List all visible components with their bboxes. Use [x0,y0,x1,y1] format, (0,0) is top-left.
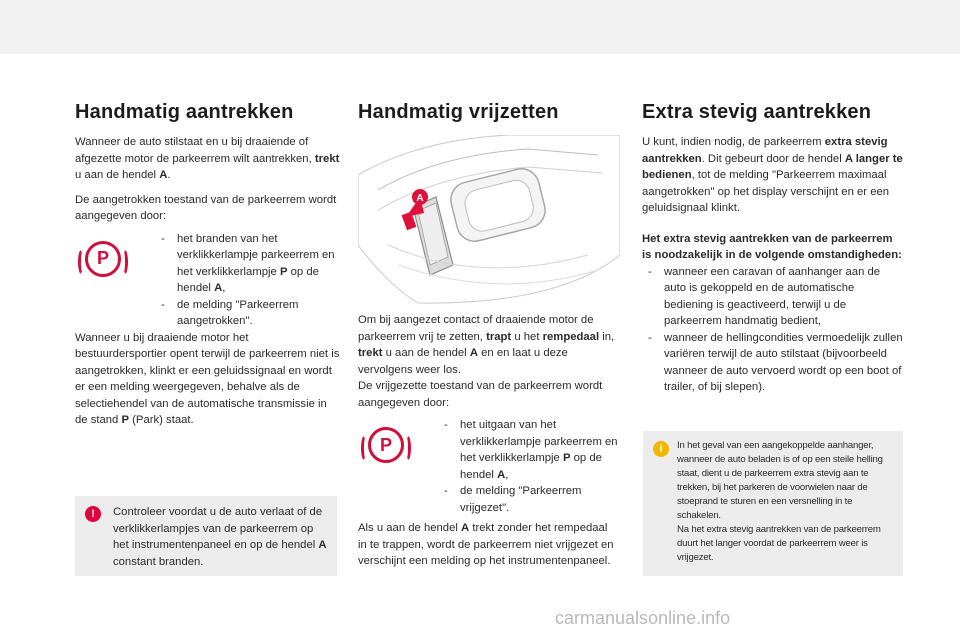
column-handmatig-vrijzetten [358,100,618,134]
column-extra-stevig [642,100,904,396]
parking-brake-icon: P [85,241,121,277]
list-item: - wanneer de hellingcondities vermoedelijk zullen variëren terwijl de auto stilstaat (bijvoorbeeld wanneer de auto vervoerd wordt op een boot of trailer, of bij slepen). [642,330,904,396]
info-icon: i [653,441,669,457]
paragraph-indication: De aangetrokken toestand van de parkeerrem wordt aangegeven door: [75,193,337,222]
paragraph-release: Om bij aangezet contact of draaiende motor de parkeerrem vrij te zetten, trapt u het rempedaal in, trekt u aan de hendel A en en laat u deze vervolgens weer los. [358,314,615,376]
paragraph-no-pedal: Als u aan de hendel A trekt zonder het rempedaal in te trappen, wordt de parkeerrem niet vrijgezet en verschijnt een melding op het instrumentenpaneel. [358,522,614,567]
heading-extra-stevig: Extra stevig aantrekken [642,101,872,123]
circumstances-list [642,264,904,396]
parking-brake-icon: P [368,427,404,463]
list-item: - de melding "Parkeerrem aangetrokken". [155,297,340,330]
list-item: - de melding "Parkeerrem vrijgezet". [438,483,618,516]
heading-handmatig-vrijzetten: Handmatig vrijzetten [358,101,559,123]
indicator-list [155,231,340,330]
paragraph-intro: Wanneer de auto stilstaat en u bij draaiende of afgezette motor de parkeerrem wilt aantrekken, trekt u aan de hendel A. [75,136,340,181]
info-text: In het geval van een aangekoppelde aanhanger, wanneer de auto beladen is of op een steile helling staat, dient u de parkeerrem extra stevig aan te trekken, bij het parkeren de voorwielen naar de stoeprand te sturen en een versnelling in te schakelen. [677,440,883,521]
watermark: carmanualsonline.info [555,608,731,628]
paragraph-release-indication: De vrijgezette toestand van de parkeerrem wordt aangegeven door: [358,380,603,409]
subheading-circumstances: Het extra stevig aantrekken van de parkeerrem is noodzakelijk in de volgende omstandigheden: [642,232,902,261]
lever-label-a: A [416,193,424,204]
paragraph-door-warning: Wanneer u bij draaiende motor het bestuurdersportier opent terwijl de parkeerrem niet is aangetrokken, klinkt er een geluidssignaal en wordt er een melding weergegeven, behalve als de selectiehendel van de automatische transmissie in de stand P (Park) staat. [75,331,340,426]
warning-box: ! Controleer voordat u de auto verlaat of de verklikkerlampjes van de parkeerrem op het instrumentenpaneel en op de hendel A constant branden. [75,496,337,576]
list-item: - wanneer een caravan of aanhanger aan de auto is gekoppeld en de automatische bediening is geactiveerd, terwijl u de parkeerrem handmatig bedient, [642,264,904,330]
top-band [0,0,960,54]
indicator-row [75,233,340,330]
info-text-2: Na het extra stevig aantrekken van de parkeerrem duurt het langer voordat de parkeerrem weer is vrijgezet. [677,524,881,563]
info-box [643,431,903,576]
column-handmatig-aantrekken [75,100,340,437]
list-item: - het uitgaan van het verklikkerlampje parkeerrem en het verklikkerlampje P op de hendel A, [438,417,618,483]
paragraph-extra: U kunt, indien nodig, de parkeerrem extra stevig aantrekken. Dit gebeurt door de hendel A langer te bedienen, tot de melding "Parkeerrem maximaal aangetrokken" op het display verschijnt en er een geluidsignaal klinkt. [642,136,903,214]
indicator-row [358,419,618,516]
list-item: - het branden van het verklikkerlampje parkeerrem en het verklikkerlampje P op de hendel A, [155,231,340,297]
warning-icon: ! [85,506,101,522]
parking-brake-lever-illustration [358,135,620,305]
column-vrijzetten-body [358,312,618,578]
indicator-list [438,417,618,516]
heading-handmatig-aantrekken: Handmatig aantrekken [75,101,294,123]
